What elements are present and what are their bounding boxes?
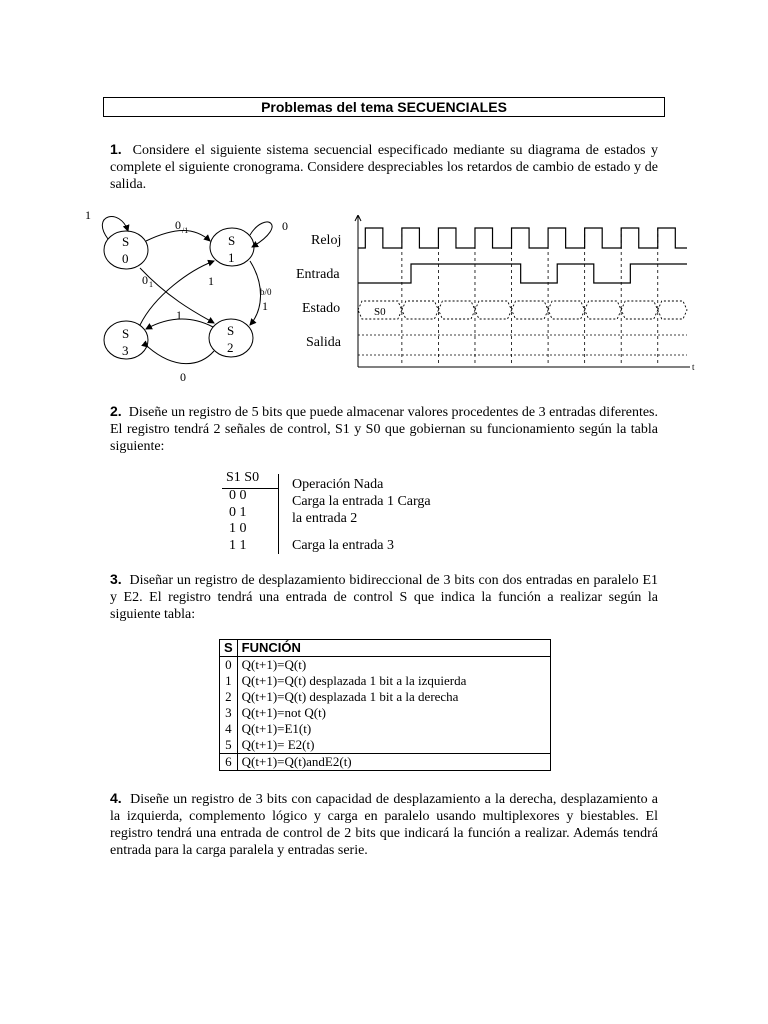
state-segment	[438, 301, 475, 319]
state-s1-index: 1	[228, 250, 235, 265]
time-axis-label: t	[692, 362, 695, 372]
p3-col-s: S	[220, 640, 238, 657]
state-initial-label: S0	[374, 306, 386, 318]
p2-vertical-rule	[278, 474, 279, 554]
state-segment	[512, 301, 549, 319]
clock-waveform	[358, 228, 687, 248]
p3-cell-s: 4	[220, 721, 238, 737]
label-cross-right: 1	[208, 274, 214, 288]
p2-op-1: la entrada 2	[292, 511, 358, 526]
label-s0-s1: 0	[175, 218, 181, 232]
signal-estado-label: Estado	[302, 301, 341, 316]
state-segment	[585, 301, 622, 319]
transition-s0-s1	[146, 231, 210, 242]
p3-col-func: FUNCIÓN	[237, 640, 550, 657]
state-s2-index: 2	[227, 340, 234, 355]
p3-cell-s: 5	[220, 737, 238, 754]
state-s0-label: S	[122, 234, 130, 249]
problem-1-text: Considere el siguiente sistema secuencial especificado mediante su diagrama de estados y complete el siguiente cronograma. Considere despreciables los retardos de cambio de estado y de salida.	[110, 143, 658, 192]
problem-4-text: Diseñe un registro de 3 bits con capacidad de desplazamiento a la derecha, desplazamiento a la izquierda, complemento lógico y carga en paralelo usando multiplexores y biestables. El registro tendrá una entrada de control de 2 bits que indicará la función a realizar. Además tendrá entrada para la carga paralela y entradas serie.	[110, 792, 659, 858]
p3-cell-s: 3	[220, 705, 238, 721]
p2-ops	[292, 476, 431, 554]
p3-cell-func: Q(t+1)=Q(t)andE2(t)	[237, 754, 550, 771]
signal-entrada-label: Entrada	[296, 267, 340, 282]
state-segment	[548, 301, 585, 319]
state-s1-label: S	[228, 233, 236, 248]
state-s1	[210, 228, 254, 266]
label-s1-s2: b/0	[260, 287, 272, 297]
p3-cell-func: Q(t+1)=Q(t) desplazada 1 bit a la izquierda	[237, 673, 550, 689]
p3-cell-func: Q(t+1)= E2(t)	[237, 737, 550, 754]
problem-1-number: 1.	[110, 141, 122, 157]
p2-op-0: Carga la entrada 1 Carga	[292, 494, 431, 509]
label-s0-self: 1	[85, 208, 91, 222]
p3-cell-func: Q(t+1)=Q(t) desplazada 1 bit a la derecha	[237, 689, 550, 705]
timing-diagram	[350, 215, 700, 375]
transition-s1-s2	[250, 261, 261, 325]
problem-2	[110, 403, 658, 455]
p2-code-3: 1 1	[229, 537, 247, 553]
problem-3-text: Diseñar un registro de desplazamiento bidireccional de 3 bits con dos entradas en paralelo E1 y E2. El registro tendrá una entrada de control S que indica la función a realizar según la siguiente tabla:	[110, 573, 659, 622]
signal-reloj-label: Reloj	[311, 233, 342, 248]
table-row	[220, 737, 551, 754]
p2-codes	[229, 488, 247, 554]
p3-cell-s: 6	[220, 754, 238, 771]
state-diagram	[80, 205, 300, 390]
problem-2-text: Diseñe un registro de 5 bits que puede almacenar valores procedentes de 3 entradas diferentes. El registro tendrá 2 señales de control, S1 y S0 que gobiernan su funcionamiento según la tabla siguiente:	[110, 405, 658, 454]
table-row	[220, 721, 551, 737]
p2-code-1: 0 1	[229, 504, 247, 520]
state-s2	[209, 319, 253, 357]
p3-cell-s: 2	[220, 689, 238, 705]
problem-3-number: 3.	[110, 571, 122, 587]
page-title: Problemas del tema SECUENCIALES	[103, 97, 665, 117]
signal-salida-label: Salida	[306, 335, 341, 350]
table-row	[220, 754, 551, 771]
p2-op-header: Operación Nada	[292, 477, 384, 492]
p3-cell-func: Q(t+1)=not Q(t)	[237, 705, 550, 721]
state-segment	[402, 301, 439, 319]
problem-1	[110, 141, 658, 193]
state-segment	[621, 301, 658, 319]
state-s3-index: 3	[122, 343, 129, 358]
table-row	[220, 689, 551, 705]
state-s3-label: S	[122, 326, 130, 341]
p2-code-0: 0 0	[229, 488, 247, 503]
table-row	[220, 673, 551, 689]
label-s1-s2-extra: 1	[262, 299, 268, 313]
label-cross-left-sub: 1	[149, 280, 153, 289]
label-s2-s3: 1	[176, 308, 182, 322]
p3-cell-s: 0	[220, 657, 238, 674]
input-waveform	[358, 264, 687, 283]
label-cross-left: 0	[142, 273, 148, 287]
p3-cell-s: 1	[220, 673, 238, 689]
problem-3	[110, 571, 658, 623]
table-row	[220, 657, 551, 674]
transition-s3-s2	[148, 347, 214, 364]
p3-table-header	[220, 640, 551, 657]
state-s3	[104, 321, 148, 359]
table-row	[220, 705, 551, 721]
problem-2-number: 2.	[110, 403, 122, 419]
p3-cell-func: Q(t+1)=E1(t)	[237, 721, 550, 737]
p3-table	[219, 639, 551, 771]
label-s1-self: 0	[282, 219, 288, 233]
label-s3-s2: 0	[180, 370, 186, 384]
problem-4-number: 4.	[110, 790, 122, 806]
label-s0-s1-sub: /1	[182, 226, 189, 235]
p2-header-codes: S1 S0	[226, 470, 260, 485]
state-s0	[104, 231, 148, 269]
p2-code-2: 1 0	[229, 521, 247, 536]
state-s2-label: S	[227, 323, 235, 338]
state-s0-index: 0	[122, 251, 129, 266]
state-segment	[658, 301, 687, 319]
p3-cell-func: Q(t+1)=Q(t)	[237, 657, 550, 674]
state-segment	[475, 301, 512, 319]
p2-op-2: Carga la entrada 3	[292, 538, 394, 553]
problem-4	[110, 790, 658, 859]
